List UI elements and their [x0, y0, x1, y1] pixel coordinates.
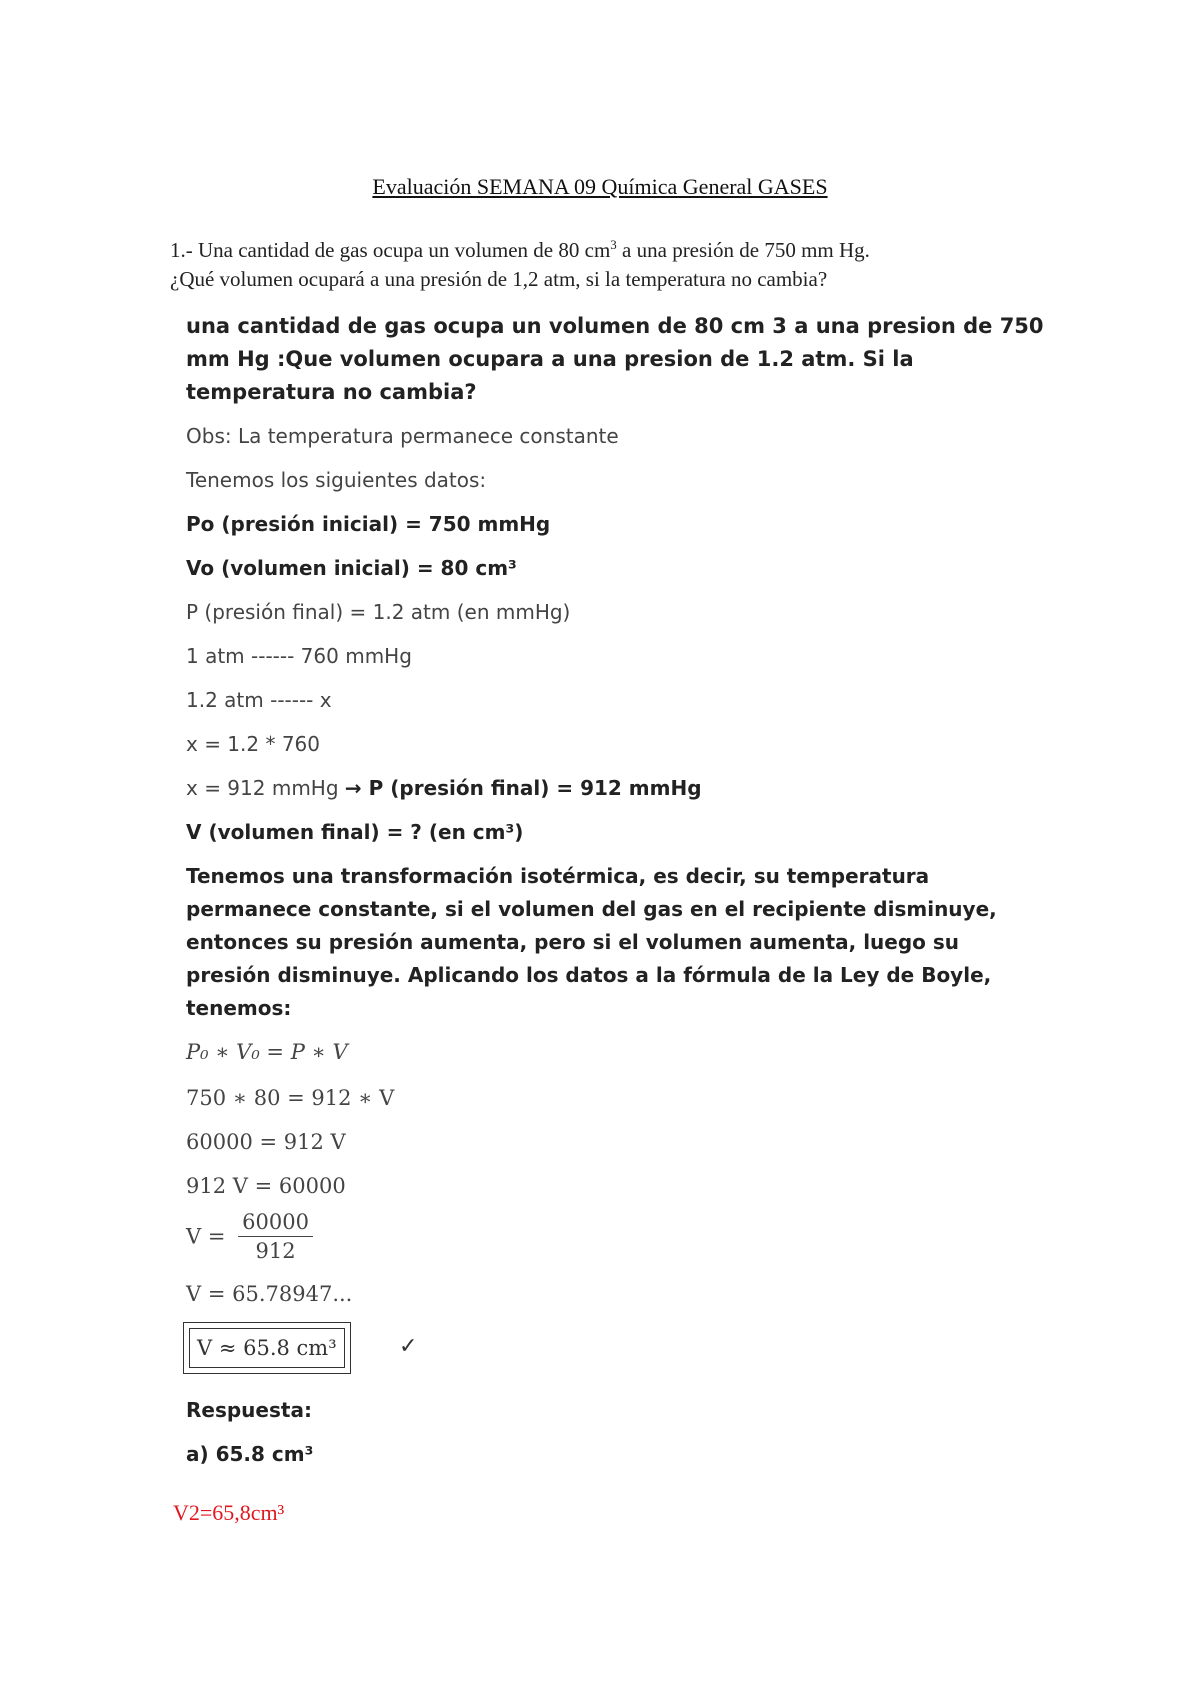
boxed-result-text: V ≈ 65.8 cm³ [189, 1328, 345, 1368]
equation-product: 60000 = 912 V [186, 1130, 346, 1154]
arrow-icon: → [344, 776, 362, 800]
check-mark-icon: ✓ [399, 1334, 418, 1359]
equation-substitution: 750 ∗ 80 = 912 ∗ V [186, 1086, 395, 1110]
page-title: Evaluación SEMANA 09 Química General GASES [372, 174, 828, 199]
restated-question: una cantidad de gas ocupa un volumen de 80 cm 3 a una presion de 750 mm Hg :Que volumen ocupara a una presion de 1.2 atm. Si la temperatura no cambia? [186, 314, 1044, 404]
final-pressure-given: P (presión final) = 1.2 atm (en mmHg) [186, 600, 571, 624]
initial-pressure: Po (presión inicial) = 750 mmHg [186, 512, 551, 536]
question-line-1: 1.- Una cantidad de gas ocupa un volumen de 80 $cm^3$ a una presión de 750 mm Hg. [170, 237, 870, 262]
final-volume-unknown: V (volumen final) = ? (en cm³) [186, 820, 524, 844]
equation-decimal: V = 65.78947... [186, 1282, 353, 1306]
answer-label: Respuesta: [186, 1398, 312, 1422]
conversion-line-2: 1.2 atm ------ x [186, 688, 332, 712]
x-calculation: x = 1.2 * 760 [186, 732, 321, 756]
x-result: x = 912 mmHg → P (presión final) = 912 mmHg [186, 776, 702, 800]
equation-rearranged: 912 V = 60000 [186, 1174, 346, 1198]
equation-fraction: V = $\frac{60000}{912}$ [186, 1208, 313, 1265]
conversion-line-1: 1 atm ------ 760 mmHg [186, 644, 412, 668]
answer-value: a) 65.8 cm³ [186, 1442, 314, 1466]
boxed-result [183, 1322, 351, 1374]
fraction: $\frac{60000}{912}$ [238, 1208, 313, 1265]
data-intro: Tenemos los siguientes datos: [186, 468, 487, 492]
final-answer: V2=65,8cm³ [173, 1500, 285, 1525]
initial-volume: Vo (volumen inicial) = 80 cm³ [186, 556, 517, 580]
explanation-paragraph: Tenemos una transformación isotérmica, es decir, su temperatura permanece constante, si el volumen del gas en el recipiente disminuye, entonces su presión aumenta, pero si el volumen aumenta, luego su presión disminuye. Aplicando los datos a la fórmula de la Ley de Boyle, tenemos: [186, 864, 997, 1020]
question-text [170, 230, 1070, 294]
observation: Obs: La temperatura permanece constante [186, 424, 619, 448]
equation-boyle: P₀ ∗ V₀ = P ∗ V [186, 1040, 348, 1064]
question-line-2: ¿Qué volumen ocupará a una presión de 1,2 atm, si la temperatura no cambia? [170, 267, 828, 291]
